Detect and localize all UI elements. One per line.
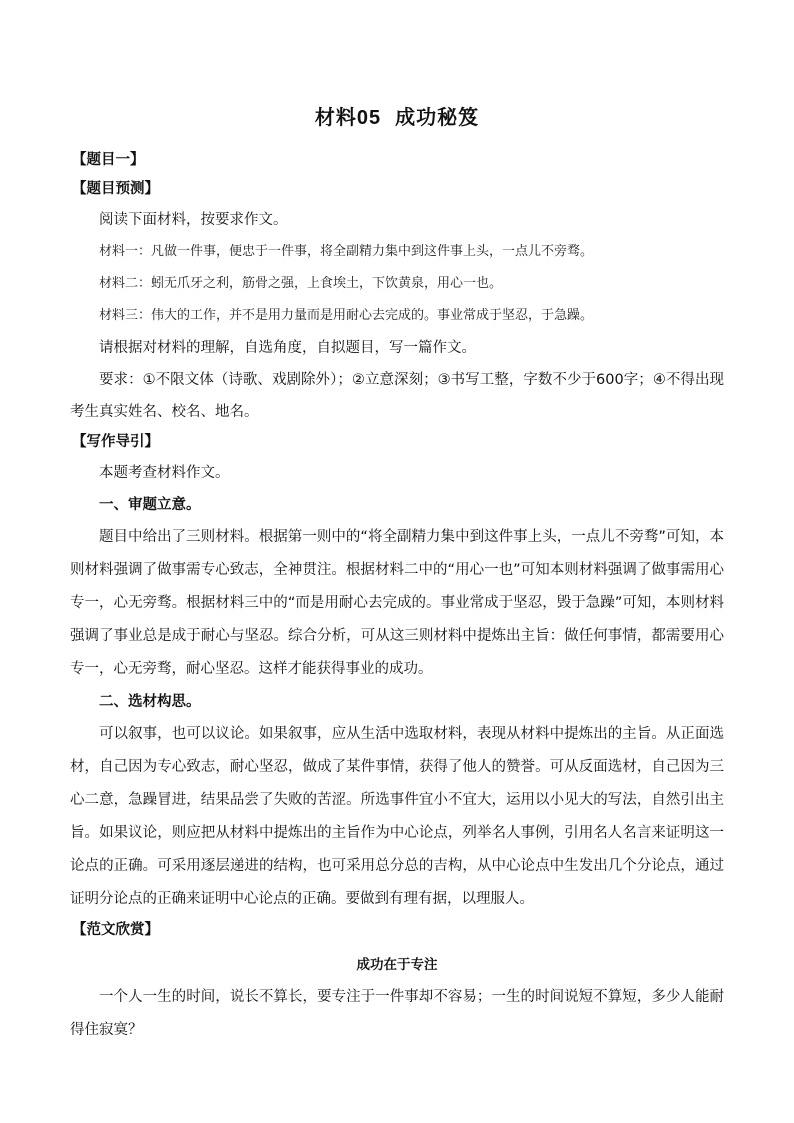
- label-question-one: 【题目一】: [72, 152, 145, 168]
- page-title: [70, 100, 724, 134]
- section-one-heading: 一、审题立意。: [99, 497, 201, 513]
- section-two-text: 可以叙事，也可以议论。如果叙事，应从生活中选取材料，表现从材料中提炼出的主旨。从正面选材，自己因为专心致志，耐心坚忍，做成了某件事情，获得了他人的赞誉。可从反面选材，自己因为三心二意，急躁冒进，结果品尝了失败的苦涩。所选事件宜小不宜大，运用以小见大的写法，自然引出主旨。如果议论，则应把从材料中提炼出的主旨作为中心论点，列举名人事例，引用名人名言来证明这一论点的正确。可采用逐层递进的结构，也可采用总分总的吉构，从中心论点中生发出几个分论点，通过证明分论点的正确来证明中心论点的正确。要做到有理有据，以理服人。: [70, 726, 724, 907]
- guide-intro: 本题考查材料作文。: [99, 465, 230, 481]
- material-one: 材料一：凡做一件事，便忠于一件事，将全副精力集中到这件事上头，一点儿不旁骛。: [99, 244, 594, 259]
- section-one-text: 题目中给出了三则材料。根据第一则中的“将全副精力集中到这件事上头，一点儿不旁骛”可知，本则材料强调了做事需专心致志，全神贯注。根据材料二中的“用心一也”可知本则材料强调了做事需用心专一，心无旁骛。根据材料三中的“而是用耐心去完成的。事业常成于坚忍，毁于急躁”可知，本则材料强调了事业总是成于耐心与坚忍。综合分析，可从这三则材料中提炼出主旨：做任何事情，都需要用心专一，心无旁骛，耐心坚忍。这样才能获得事业的成功。: [70, 529, 724, 677]
- section-two-heading: 二、选材构思。: [99, 694, 201, 710]
- requirement-text: 要求：①不限文体（诗歌、戏剧除外）；②立意深刻；③书写工整，字数不少于600字；④不得出现考生真实姓名、校名、地名。: [70, 372, 724, 420]
- essay-title: 成功在于专注: [356, 957, 438, 973]
- label-writing-guide: 【写作导引】: [72, 434, 159, 450]
- intro-text: 阅读下面材料，按要求作文。: [99, 212, 288, 228]
- label-prediction: 【题目预测】: [72, 181, 159, 197]
- title-number: 材料05: [314, 107, 382, 129]
- document-page: [70, 100, 724, 1047]
- material-three: 材料三：伟大的工作，并不是用力量而是用耐心去完成的。事业常成于坚忍，于急躁。: [99, 308, 594, 323]
- label-sample-essay: 【范文欣赏】: [72, 922, 159, 938]
- title-text: 成功秘笈: [395, 105, 480, 129]
- essay-paragraph: 一个人一生的时间，说长不算长，要专注于一件事却不容易；一生的时间说短不算短，多少人能耐得住寂寞？: [70, 989, 724, 1038]
- instruction-text: 请根据对材料的理解，自选角度，自拟题目，写一篇作文。: [99, 340, 476, 356]
- material-two: 材料二：蚓无爪牙之利，筋骨之强，上食埃土，下饮黄泉，用心一也。: [99, 276, 503, 291]
